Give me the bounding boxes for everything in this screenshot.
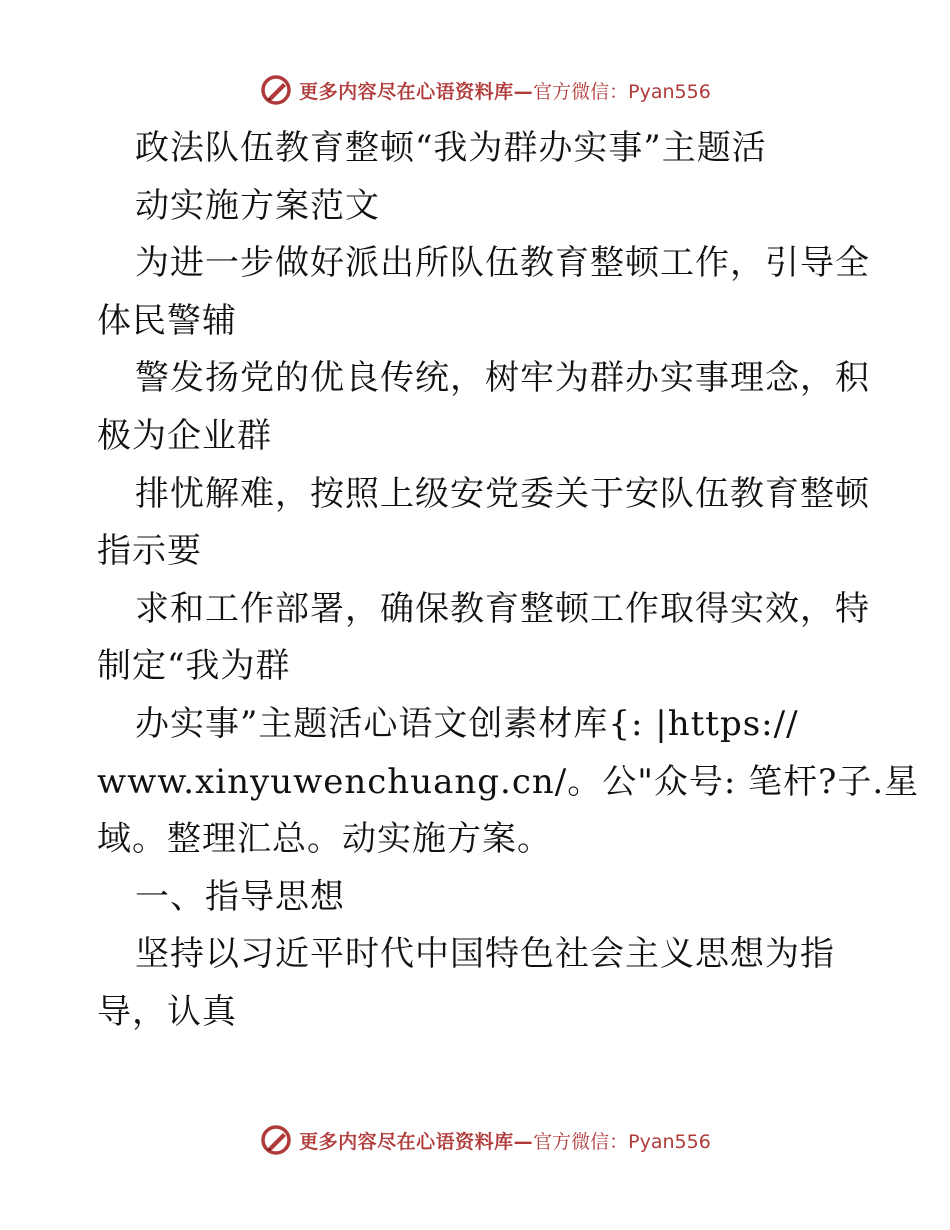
header-site-text: 更多内容尽在心语资料库—	[299, 80, 534, 103]
doc-line-9: 求和工作部署，确保教育整顿工作取得实效，特	[135, 588, 870, 629]
pen-logo-icon	[259, 73, 293, 107]
pen-logo-icon	[259, 1123, 293, 1157]
doc-line-6: 极为企业群	[97, 415, 272, 456]
doc-line-13: 域。整理汇总。动实施方案。	[97, 819, 552, 860]
doc-line-title-2: 动实施方案范文	[135, 185, 380, 226]
doc-line-title-1: 政法队伍教育整顿“我为群办实事”主题活	[135, 128, 767, 168]
doc-line-12: www.xinyuwenchuang.cn/。公"众号: 笔杆?子.星	[97, 761, 920, 802]
doc-line-8: 指示要	[97, 531, 202, 572]
header-banner	[0, 70, 950, 110]
doc-line-16: 导，认真	[97, 991, 237, 1032]
doc-line-5: 警发扬党的优良传统，树牢为群办实事理念，积	[135, 358, 870, 399]
document-body	[97, 120, 920, 1042]
footer-site-text: 更多内容尽在心语资料库—	[299, 1130, 534, 1153]
doc-line-3: 为进一步做好派出所队伍教育整顿工作，引导全	[135, 243, 870, 284]
doc-line-11: 办实事”主题活心语文创素材库{: |https://	[135, 703, 799, 744]
doc-line-7: 排忧解难，按照上级安党委关于安队伍教育整顿	[135, 473, 870, 514]
doc-line-15: 坚持以习近平时代中国特色社会主义思想为指	[135, 934, 835, 975]
footer-wechat-text: 官方微信：Pyan556	[533, 1130, 711, 1153]
doc-line-4: 体民警辅	[97, 300, 237, 341]
header-wechat-text: 官方微信：Pyan556	[533, 80, 711, 103]
doc-line-10: 制定“我为群	[97, 646, 291, 687]
section-heading-guiding-ideology: 一、指导思想	[135, 876, 345, 917]
footer-banner	[0, 1120, 950, 1160]
